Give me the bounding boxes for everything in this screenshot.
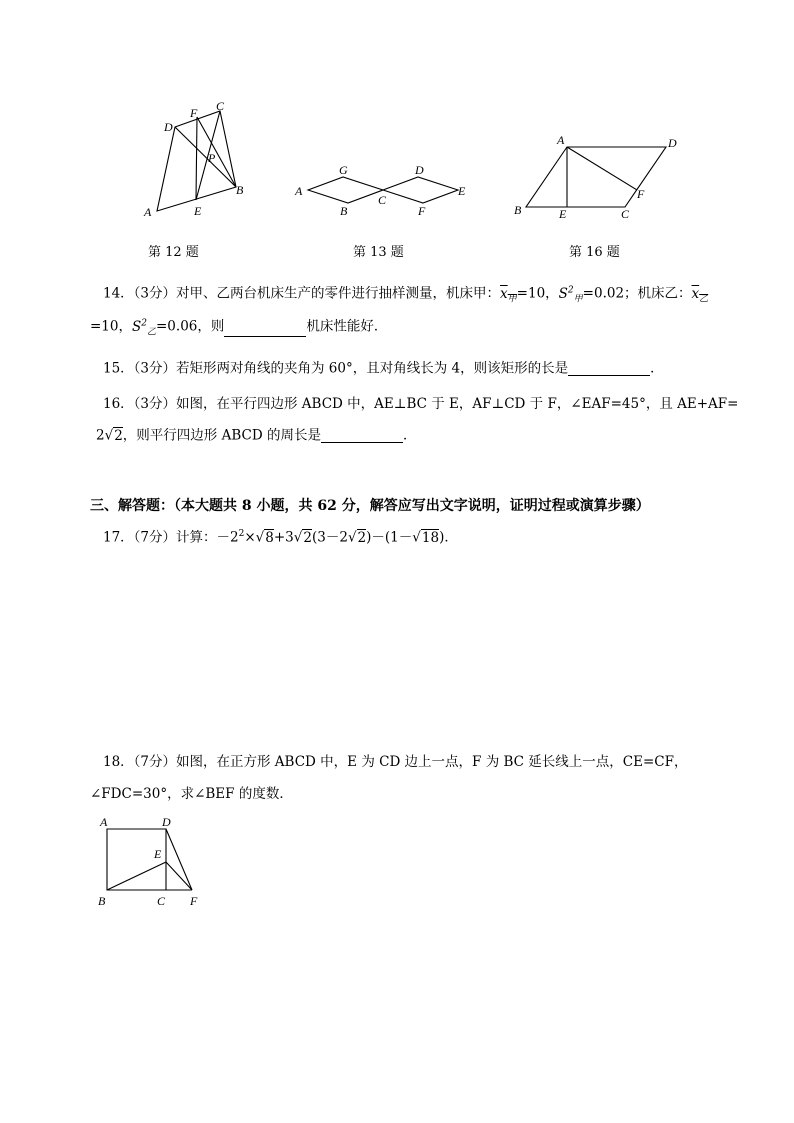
fig13-rhombus-right [383,177,458,203]
fig16-label-B: B [514,203,522,217]
q17-prefix: 17．（7分）计算： [103,529,217,546]
fig13-rhombus-left [308,177,383,203]
fig13-label-G: G [339,163,348,177]
fig12-label-C: C [216,99,225,113]
question-16-line1 [103,398,738,412]
fig13-label-E: E [458,184,466,198]
fig16-parallelogram [526,147,666,207]
q17-p1: －2 [216,529,239,546]
q14-answer-blank[interactable] [224,322,306,337]
fig16-label-C: C [621,207,630,221]
fig13-caption: 第 13 题 [353,245,404,260]
q14-val1: =10， [516,285,559,302]
fig18-line-EF [166,862,192,890]
q15-end: ． [650,360,664,377]
q16-coef: 2 [96,427,105,444]
fig12-label-A: A [144,205,152,219]
fig16-label-E: E [559,207,567,221]
fig18-label-E: E [154,847,162,861]
question-17: 17．（7分）计算：$-2^2\times√8+3√2(3-2√2)-(1-√18)$． [103,529,458,546]
q16-radicand: 2 [114,427,123,444]
fig12-label-B: B [236,183,244,197]
fig12-label-F: F [190,106,198,120]
fig12-label-E: E [194,204,202,218]
q16-sqrt-sign: √ [104,427,114,444]
q17-r3: 2 [357,529,367,546]
q18-line1: 18．（7分）如图，在正方形 ABCD 中，E 为 CD 边上一点，F 为 BC 延长线上一点，CE=CF， [103,754,688,770]
q16-answer-blank[interactable] [321,428,403,443]
q14-prefix: 14．（3分）对甲、乙两台机床生产的零件进行抽样测量，机床甲： [103,285,501,302]
q14-s-jia: $S^2_甲$ [558,285,583,305]
q17-r2: 2 [303,529,312,546]
question-16-line2 [96,428,416,443]
q17-p6: ) [439,529,445,546]
q14-val2: =0.02；机床乙： [582,285,692,302]
question-18-line2 [90,788,293,802]
q17-p4: (3－2 [311,529,348,546]
fig18-line-BE [107,862,166,890]
q17-p1sup: 2 [238,529,245,539]
fig18-line-DF [166,829,192,890]
fig16-label-F: F [637,187,645,201]
fig12-line-DB [175,127,236,187]
q16-end: ． [402,427,417,444]
fig16-line-AF [567,147,637,190]
fig18-label-F: F [190,894,198,908]
question-18-line1 [103,756,688,770]
q16-line1: 16．（3分）如图，在平行四边形 ABCD 中，AE⊥BC 于 E，AF⊥CD 于 F，∠EAF=45°，且 AE+AF= [103,396,739,412]
figure-13 [290,160,475,220]
q17-r4: 18 [421,529,440,546]
q14-line2a: =10， [90,318,132,335]
fig16-caption: 第 16 题 [569,245,620,260]
fig13-label-F: F [418,204,426,218]
q14-suffix: 机床性能好． [306,318,388,335]
fig13-label-B: B [340,204,348,218]
fig16-label-A: A [557,133,565,147]
fig12-line-FE [196,117,197,200]
fig13-label-A: A [295,184,303,198]
q18-line2: ∠FDC=30°，求∠BEF 的度数． [90,786,293,802]
q17-p2: × [244,529,256,546]
q15-text: 15．（3分）若矩形两对角线的夹角为 60°，且对角线长为 4，则该矩形的长是 [103,360,569,377]
q17-p3: +3 [273,529,294,546]
q14-xbar-jia: $x_甲$ [500,285,517,305]
q14-xbar-yi: $x_乙$ [691,285,709,305]
fig12-label-D: D [164,120,173,134]
q15-answer-blank[interactable] [568,361,650,376]
figure-16 [510,130,685,225]
fig13-label-D: D [415,163,424,177]
figure-18 [92,812,212,910]
section-3-heading: 三、解答题：（本大题共 8 小题，共 62 分，解答应写出文字说明，证明过程或演算步骤） [90,498,650,514]
figure-12 [135,95,255,225]
question-14-line2 [90,319,387,337]
q14-val3: =0.06，则 [156,318,225,335]
fig16-label-D: D [668,136,677,150]
q16-line2: ，则平行四边形 ABCD 的周长是 [122,427,321,444]
fig18-label-B: B [98,894,106,908]
q17-r1: 8 [265,529,274,546]
q17-p5: )－(1－ [366,529,413,546]
q17-end: ． [444,529,458,546]
fig18-label-D: D [162,815,171,829]
fig18-label-C: C [157,894,166,908]
q14-s-yi: $S^2_乙$ [132,318,156,338]
question-14-line1 [103,286,708,304]
fig13-label-C: C [378,193,387,207]
fig12-caption: 第 12 题 [148,245,199,260]
question-15 [103,361,664,376]
fig18-label-A: A [100,815,108,829]
fig12-label-P: P [208,151,216,165]
